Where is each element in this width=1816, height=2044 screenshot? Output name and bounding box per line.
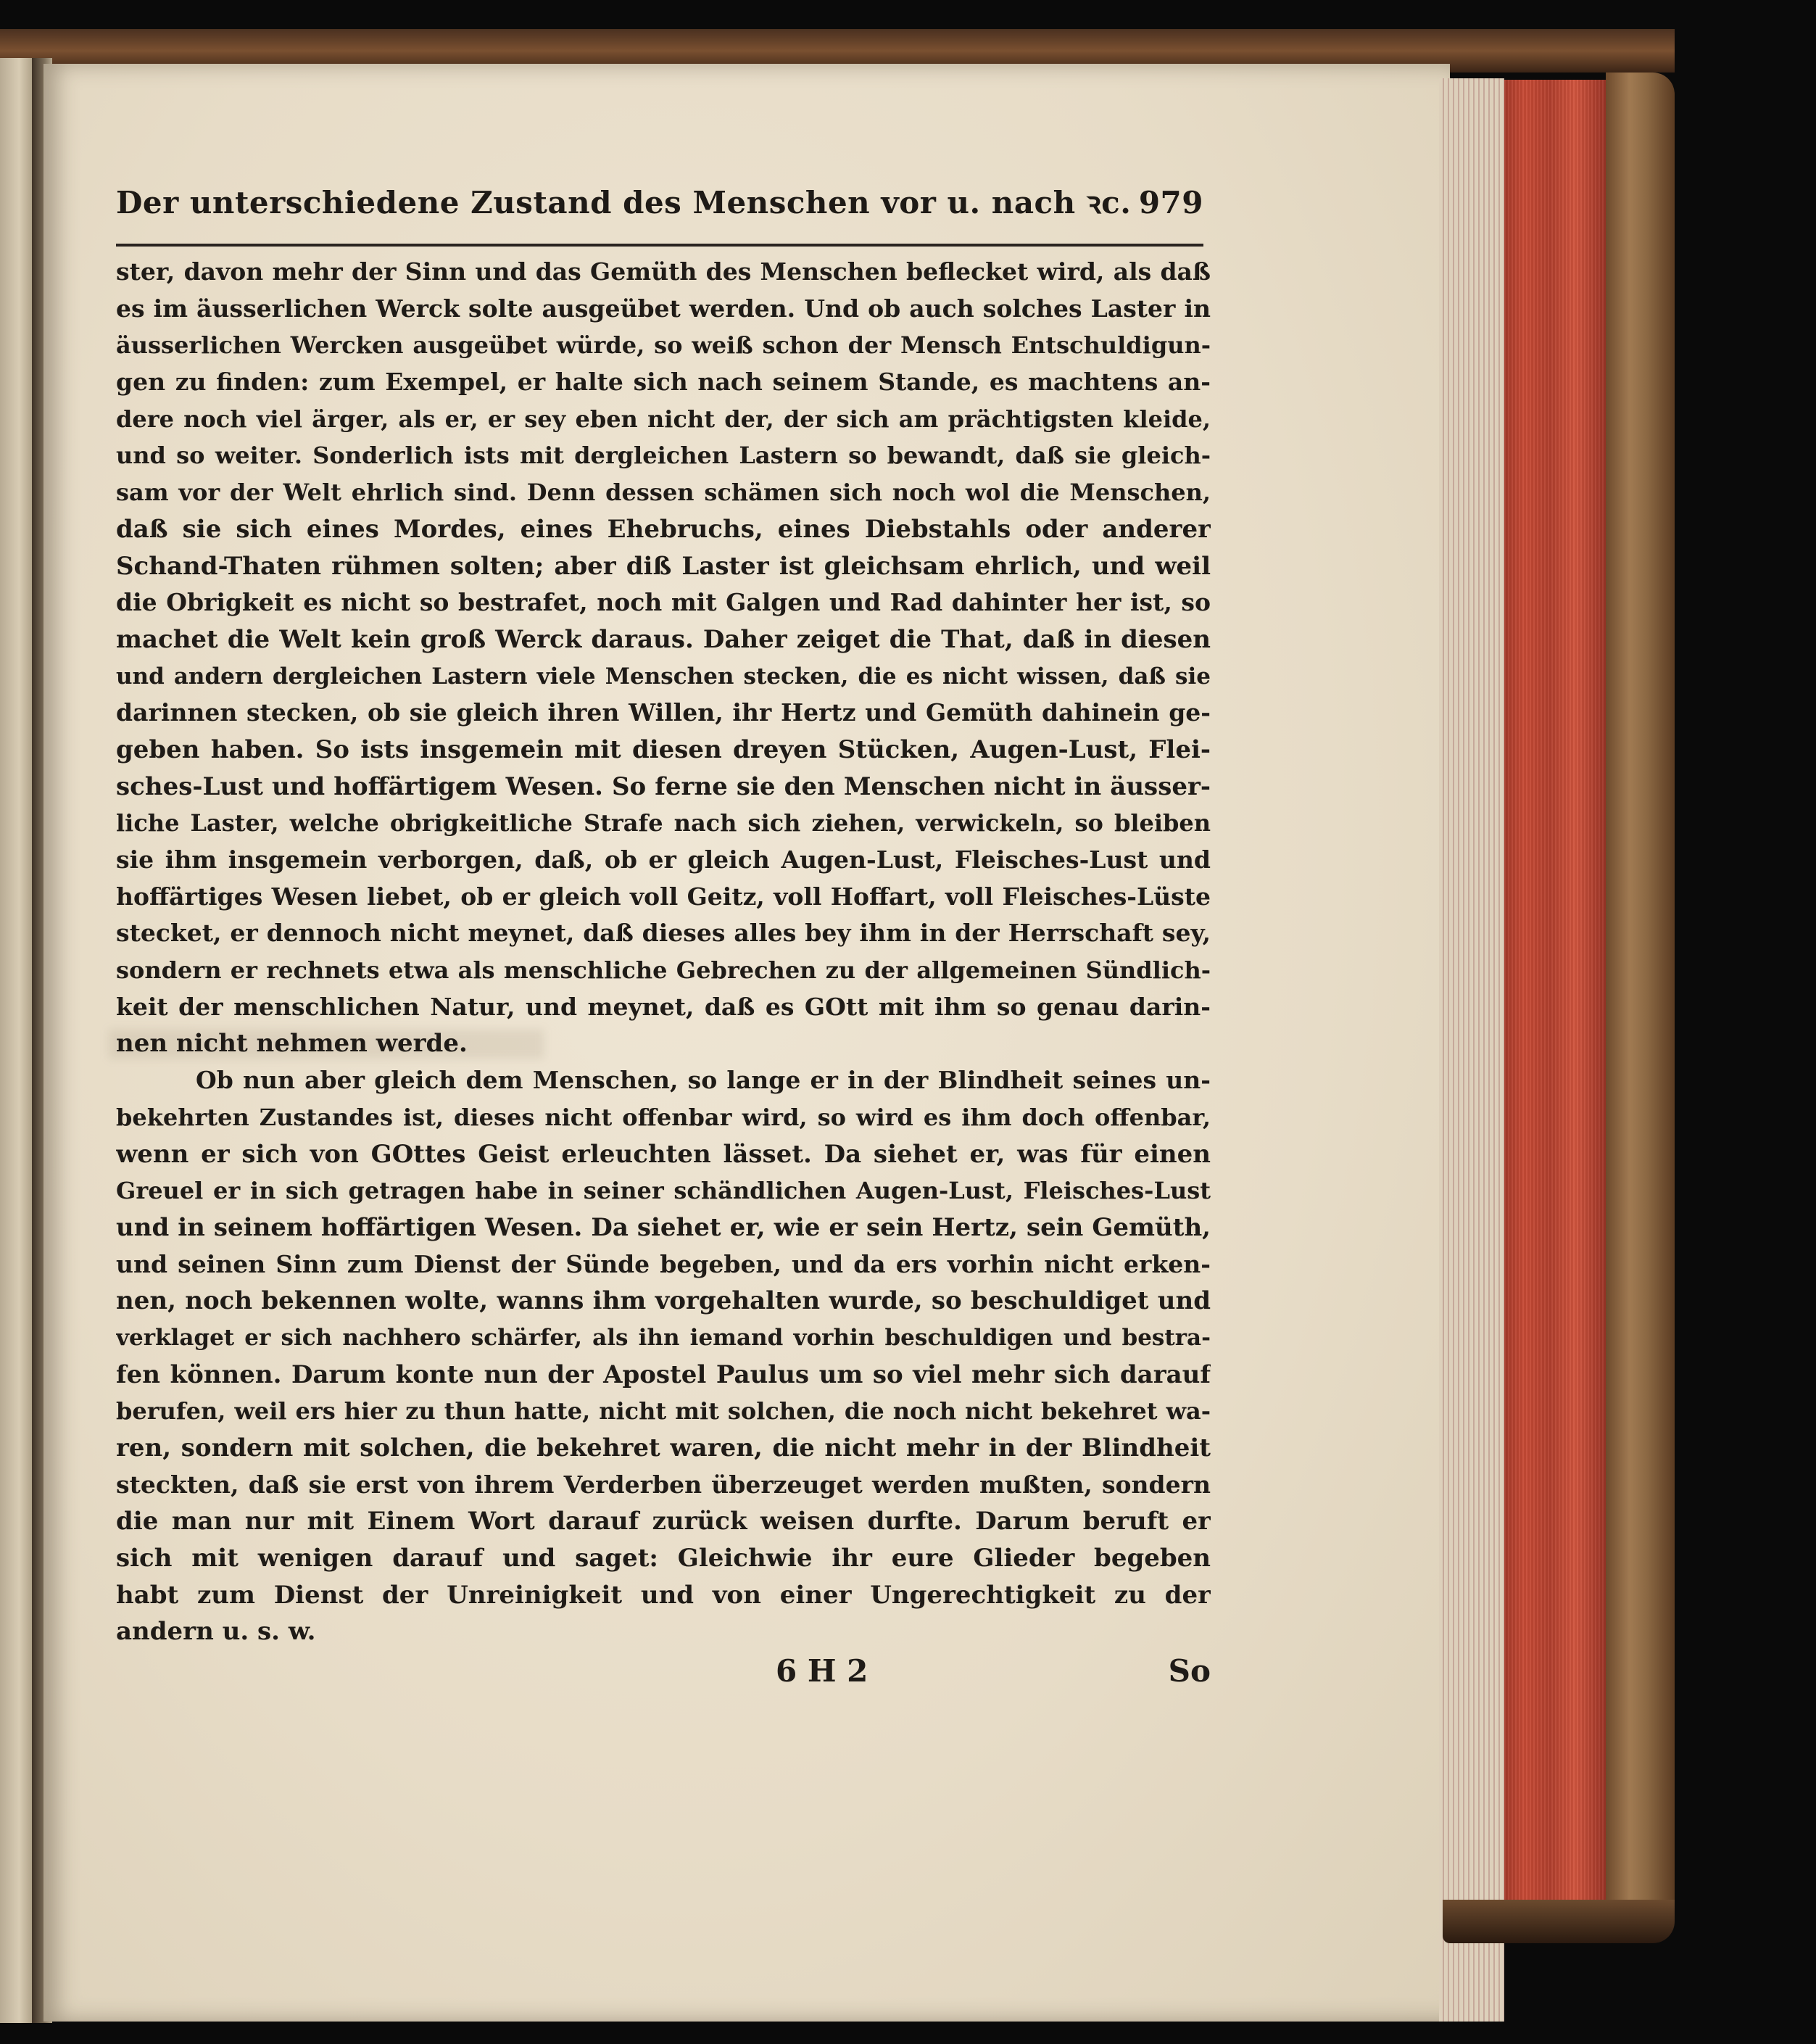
- paragraph-start-line: Ob nun aber gleich dem Menschen, so lange er in der Blindheit seines un-: [196, 1066, 1211, 1095]
- header-rule: [116, 244, 1203, 247]
- text-line: verklaget er sich nachhero schärfer, als ihn iemand vorhin beschuldigen und bestra-: [116, 1324, 1211, 1351]
- text-line: die man nur mit Einem Wort darauf zurück weisen durfte. Darum beruft er: [116, 1507, 1211, 1536]
- page-footer: [116, 1653, 1211, 1704]
- back-cover-board: [1606, 73, 1675, 1929]
- text-line: daß sie sich eines Mordes, eines Ehebruchs, eines Diebstahls oder anderer: [116, 514, 1211, 544]
- signature-mark: 6 H 2: [776, 1653, 868, 1689]
- page-fore-edge-lines: [1439, 78, 1504, 2022]
- text-line: gen zu finden: zum Exempel, er halte sich nach seinem Stande, es machtens an-: [116, 368, 1211, 397]
- text-line: steckten, daß sie erst von ihrem Verderben überzeuget werden mußten, sondern: [116, 1470, 1211, 1499]
- text-line: machet die Welt kein groß Werck daraus. Daher zeiget die That, daß in diesen: [116, 624, 1211, 654]
- page-number: 979: [1138, 185, 1203, 220]
- text-line: stecket, er dennoch nicht meynet, daß dieses alles bey ihm in der Herrschaft sey,: [116, 919, 1211, 948]
- text-line: die Obrigkeit es nicht so bestrafet, noch mit Galgen und Rad dahinter her ist, so: [116, 588, 1211, 617]
- text-line: keit der menschlichen Natur, und meynet, daß es GOtt mit ihm so genau darin-: [116, 992, 1211, 1021]
- running-head: [116, 181, 1203, 247]
- text-line: und andern dergleichen Lastern viele Menschen stecken, die es nicht wissen, daß sie: [116, 663, 1211, 690]
- text-line: und in seinem hoffärtigen Wesen. Da siehet er, wie er sein Hertz, sein Gemüth,: [116, 1212, 1211, 1242]
- text-line: bekehrten Zustandes ist, dieses nicht offenbar wird, so wird es ihm doch offenbar,: [116, 1103, 1211, 1131]
- body-text: [116, 254, 1211, 1650]
- text-line: habt zum Dienst der Unreinigkeit und von einer Ungerechtigkeit zu der: [116, 1580, 1211, 1610]
- text-line: berufen, weil ers hier zu thun hatte, nicht mit solchen, die noch nicht bekehret wa-: [116, 1397, 1211, 1426]
- text-line: äusserlichen Wercken ausgeübet würde, so weiß schon der Mensch Entschuldigun-: [116, 331, 1211, 360]
- text-line: wenn er sich von GOttes Geist erleuchten lässet. Da siehet er, was für einen: [116, 1139, 1211, 1169]
- text-line: darinnen stecken, ob sie gleich ihren Willen, ihr Hertz und Gemüth dahinein ge-: [116, 698, 1211, 727]
- text-line: fen können. Darum konte nun der Apostel Paulus um so viel mehr sich darauf: [116, 1360, 1211, 1389]
- text-line: hoffärtiges Wesen liebet, ob er gleich voll Geitz, voll Hoffart, voll Fleisches-Lüste: [116, 882, 1211, 911]
- text-line: und so weiter. Sonderlich ists mit dergleichen Lastern so bewandt, daß sie gleich-: [116, 442, 1211, 470]
- paragraph-end-line: andern u. s. w.: [116, 1617, 316, 1647]
- text-line: sie ihm insgemein verborgen, daß, ob er gleich Augen-Lust, Fleisches-Lust und: [116, 845, 1211, 874]
- text-line: geben haben. So ists insgemein mit diesen dreyen Stücken, Augen-Lust, Flei-: [116, 735, 1211, 764]
- text-line: Schand-Thaten rühmen solten; aber diß Laster ist gleichsam ehrlich, und weil: [116, 551, 1211, 581]
- catchword: So: [1168, 1653, 1211, 1689]
- text-line: sam vor der Welt ehrlich sind. Denn dessen schämen sich noch wol die Menschen,: [116, 479, 1211, 507]
- running-title: Der unterschiedene Zustand des Menschen vor u. nach ꝛc.: [116, 185, 1132, 220]
- facing-page-edge: [0, 58, 35, 2023]
- paragraph-end-line: nen nicht nehmen werde.: [116, 1029, 468, 1059]
- text-line: sich mit wenigen darauf und saget: Gleichwie ihr eure Glieder begeben: [116, 1544, 1211, 1573]
- text-line: nen, noch bekennen wolte, wanns ihm vorgehalten wurde, so beschuldiget und: [116, 1286, 1211, 1316]
- text-line: sondern er rechnets etwa als menschliche Gebrechen zu der allgemeinen Sündlich-: [116, 956, 1211, 985]
- text-line: es im äusserlichen Werck solte ausgeübet werden. Und ob auch solches Laster in: [116, 294, 1211, 323]
- text-line: ster, davon mehr der Sinn und das Gemüth des Menschen beflecket wird, als daß: [116, 257, 1211, 286]
- text-line: sches-Lust und hoffärtigem Wesen. So ferne sie den Menschen nicht in äusser-: [116, 771, 1211, 801]
- text-line: Greuel er in sich getragen habe in seiner schändlichen Augen-Lust, Fleisches-Lust: [116, 1177, 1211, 1205]
- text-line: dere noch viel ärger, als er, er sey eben nicht der, der sich am prächtigsten kleide,: [116, 405, 1211, 433]
- text-line: ren, sondern mit solchen, die bekehret waren, die nicht mehr in der Blindheit: [116, 1433, 1211, 1462]
- text-line: und seinen Sinn zum Dienst der Sünde begeben, und da ers vorhin nicht erken-: [116, 1249, 1211, 1278]
- text-line: liche Laster, welche obrigkeitliche Strafe nach sich ziehen, verwickeln, so bleiben: [116, 809, 1211, 837]
- bottom-cover-board: [1443, 1900, 1675, 1943]
- red-sprinkled-text-block-edge: [1504, 80, 1606, 1914]
